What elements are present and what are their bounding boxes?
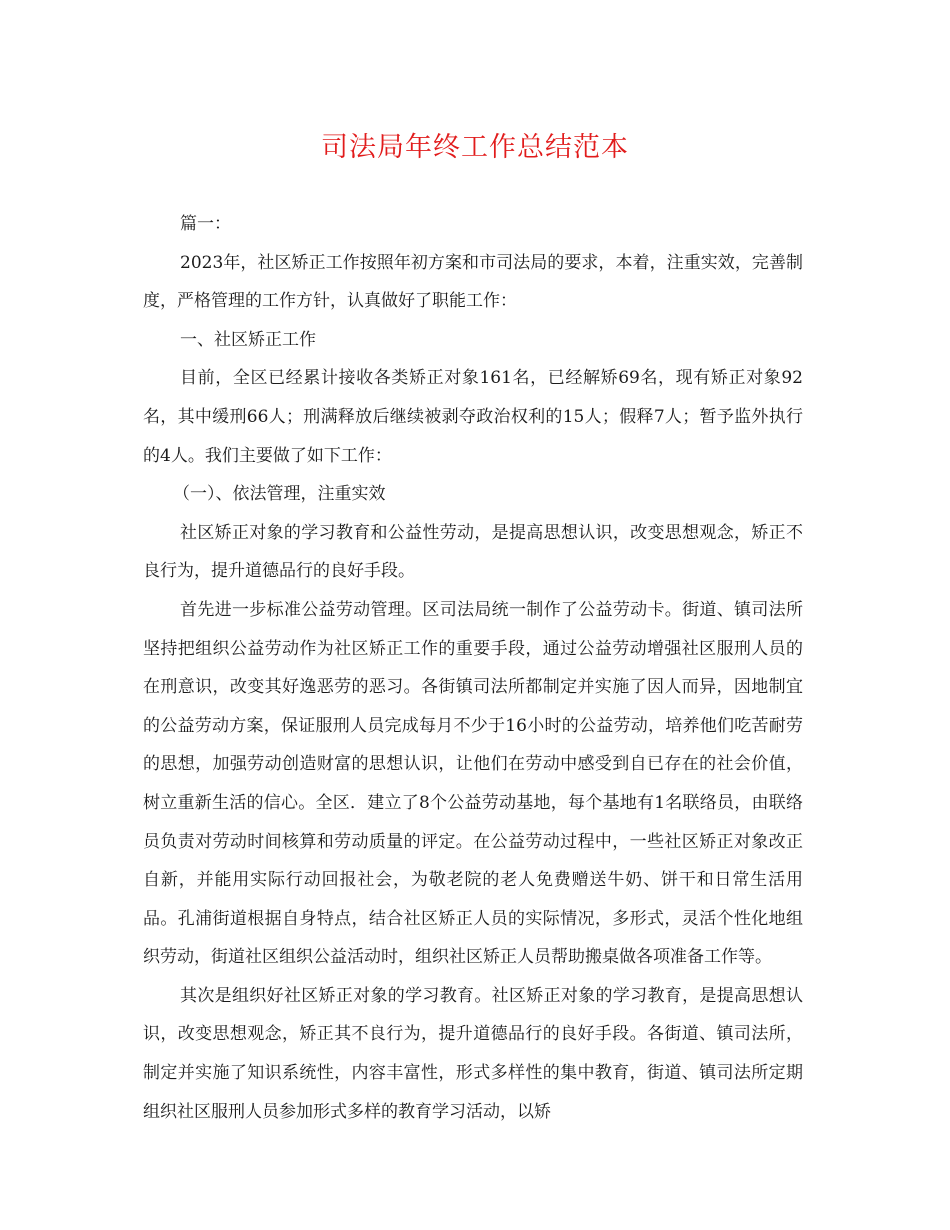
paragraph-public-labor: 首先进一步标准公益劳动管理。区司法局统一制作了公益劳动卡。街道、镇司法所坚持把组织公益劳动作为社区矫正工作的重要手段，通过公益劳动增强社区服刑人员的在刑意识，改变其好逸恶劳的恶习。各街镇司法所都制定并实施了因人而异，因地制宜的公益劳动方案，保证服刑人员完成每月不少于16小时的公益劳动，培养他们吃苦耐劳的思想，加强劳动创造财富的思想认识，让他们在劳动中感受到自已存在的社会价值，树立重新生活的信心。全区．建立了8个公益劳动基地，每个基地有1名联络员，由联络员负责对劳动时间核算和劳动质量的评定。在公益劳动过程中，一些社区矫正对象改正自新，并能用实际行动回报社会，为敬老院的老人免费赠送牛奶、饼干和日常生活用品。孔浦街道根据自身特点，结合社区矫正人员的实际情况，多形式，灵活个性化地组织劳动，街道社区组织公益活动时，组织社区矫正人员帮助搬桌做各项准备工作等。 xyxy=(143,599,803,968)
document-body xyxy=(143,205,803,1131)
paragraph-education-labor: 社区矫正对象的学习教育和公益性劳动，是提高思想认识，改变思想观念，矫正不良行为，提升道德品行的良好手段。 xyxy=(143,522,803,582)
subheading-lawful-management: （一）、依法管理，注重实效 xyxy=(173,484,386,505)
document-title: 司法局年终工作总结范本 xyxy=(321,132,629,163)
heading-community-correction: 一、社区矫正工作 xyxy=(180,329,316,350)
paragraph-study-education: 其次是组织好社区矫正对象的学习教育。社区矫正对象的学习教育，是提高思想认识，改变思想观念，矫正其不良行为，提升道德品行的良好手段。各街道、镇司法所，制定并实施了知识系统性，内容丰富性，形式多样性的集中教育，街道、镇司法所定期组织社区服刑人员参加形式多样的教育学习活动，以矫 xyxy=(143,985,803,1122)
paragraph-section-label: 篇一： xyxy=(180,214,231,234)
paragraph-statistics: 目前，全区已经累计接收各类矫正对象161名，已经解矫69名，现有矫正对象92名，其中缓刑66人；刑满释放后继续被剥夺政治权利的15人；假释7人；暂予监外执行的4人。我们主要做了如下工作： xyxy=(143,368,803,466)
paragraph-intro: 2023年，社区矫正工作按照年初方案和市司法局的要求，本着，注重实效，完善制度，严格管理的工作方针，认真做好了职能工作： xyxy=(143,252,803,312)
